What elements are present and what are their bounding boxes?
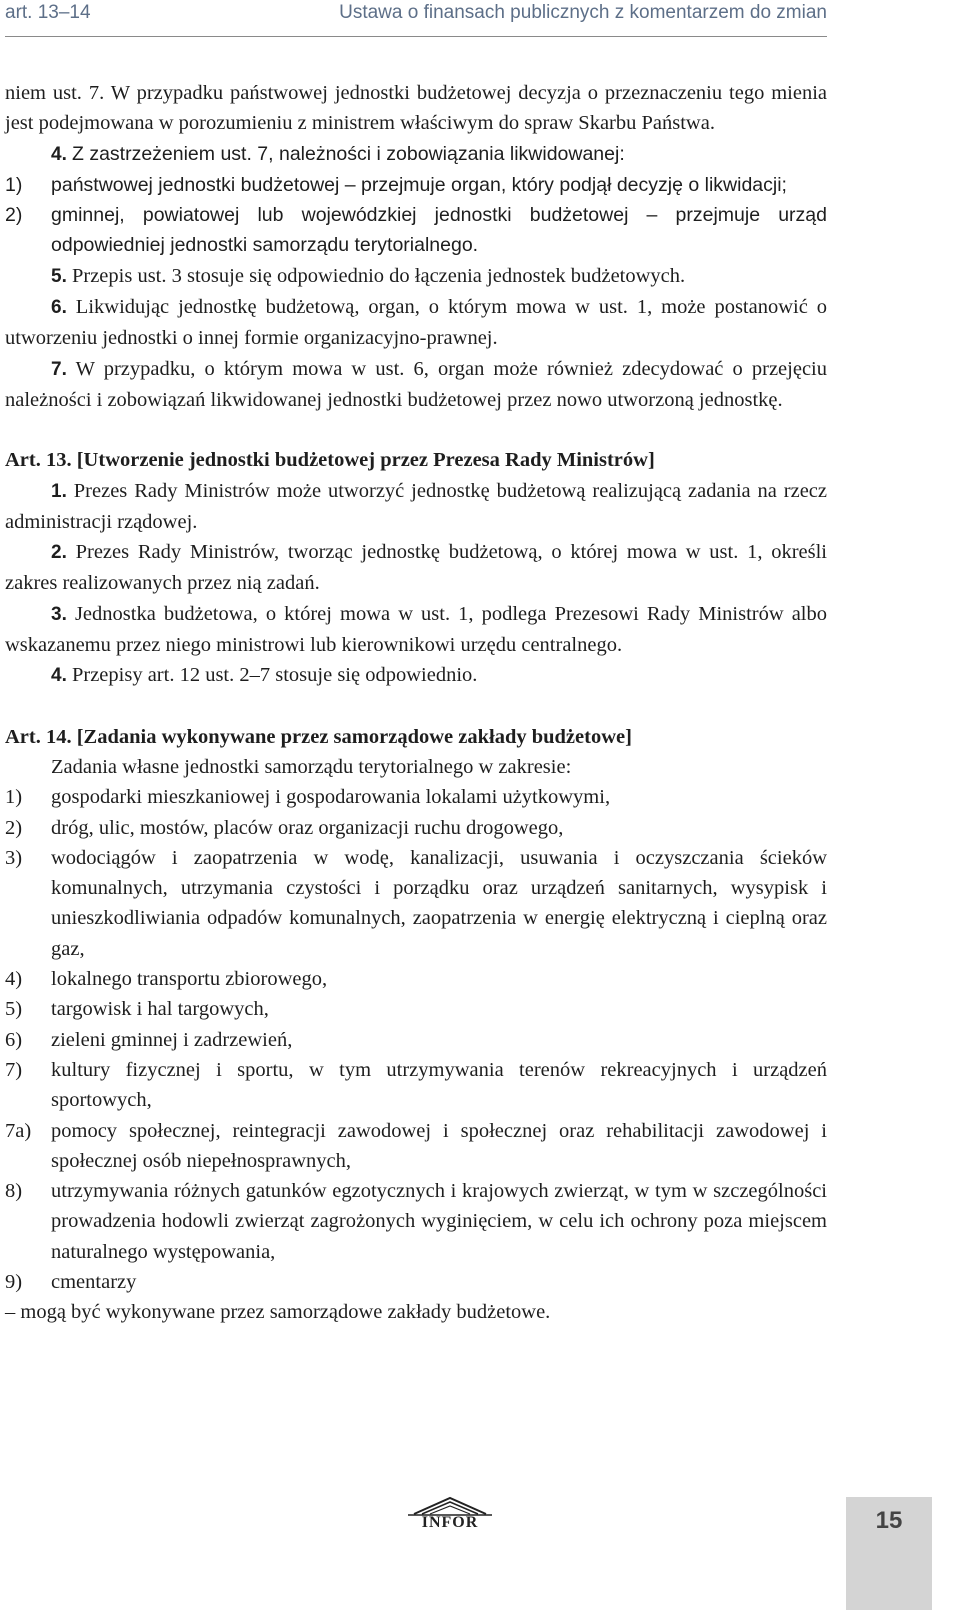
article-14-heading: Art. 14. [Zadania wykonywane przez samorządowe zakłady budżetowe]	[5, 725, 632, 748]
art13-paragraph-1	[5, 476, 827, 538]
list-text: kultury fizycznej i sportu, w tym utrzymywania terenów rekreacyjnych i urządzeń sportowych,	[51, 1058, 827, 1112]
list-item	[5, 843, 827, 964]
list-item	[5, 1267, 827, 1297]
list-text: cmentarzy	[51, 1270, 137, 1293]
logo-text: INFOR	[421, 1514, 479, 1531]
list-text: wodociągów i zaopatrzenia w wodę, kanalizacji, usuwania i oczyszczania ścieków komunalnych, utrzymania czystości i porządku oraz urządzeń sanitarnych, wysypisk i unieszkodliwiania odpadów komunalnych, zaopatrzenia w energię elektryczną i cieplną oraz gaz,	[51, 846, 827, 960]
paragraph-number: 2.	[51, 542, 67, 564]
page-number: 15	[875, 1507, 903, 1534]
paragraph-text: W przypadku, o którym mowa w ust. 6, organ może również zdecydować o przejęciu należności i zobowiązań likwidowanej jednostki budżetowej przez nowo utworzoną jednostkę.	[5, 357, 827, 411]
list-item	[5, 200, 827, 261]
list-item	[5, 1055, 827, 1116]
paragraph-text: Z zastrzeżeniem ust. 7, należności i zobowiązania likwidowanej:	[71, 142, 625, 165]
art14-intro: Zadania własne jednostki samorządu terytorialnego w zakresie:	[51, 755, 572, 778]
list-label: 8)	[5, 1180, 23, 1203]
list-label: 7)	[5, 1058, 23, 1081]
paragraph-text: Prezes Rady Ministrów może utworzyć jednostkę budżetową realizującą zadania na rzecz administracji rządowej.	[5, 479, 828, 533]
article-13-heading: Art. 13. [Utworzenie jednostki budżetowej przez Prezesa Rady Ministrów]	[5, 449, 655, 472]
page-body	[5, 78, 827, 1328]
paragraph-5	[5, 261, 827, 292]
paragraph-text: Przepisy art. 12 ust. 2–7 stosuje się odpowiednio.	[71, 664, 478, 687]
infor-logo	[404, 1494, 496, 1534]
list-item	[5, 813, 827, 843]
list-label: 1)	[5, 786, 23, 809]
list-label: 6)	[5, 1028, 23, 1051]
list-text: pomocy społecznej, reintegracji zawodowej i społecznej oraz rehabilitacji zawodowej i społecznej osób niepełnosprawnych,	[51, 1119, 827, 1172]
paragraph-6	[5, 292, 827, 354]
spacer	[5, 415, 827, 445]
art13-paragraph-2	[5, 537, 827, 599]
list-label: 1)	[5, 173, 23, 196]
paragraph-7	[5, 354, 827, 416]
paragraph-number: 4.	[51, 143, 67, 165]
paragraph-number: 3.	[51, 603, 67, 625]
spacer	[5, 692, 827, 722]
art13-paragraph-4	[5, 660, 827, 691]
paragraph-4	[5, 139, 827, 170]
list-text: lokalnego transportu zbiorowego,	[51, 968, 328, 991]
list-label: 7a)	[5, 1119, 32, 1142]
list-item	[5, 964, 827, 994]
paragraph-number: 6.	[51, 297, 67, 319]
list-label: 9)	[5, 1270, 23, 1293]
paragraph-number: 1.	[51, 480, 67, 502]
paragraph-number: 5.	[51, 265, 67, 287]
list-item	[5, 782, 827, 812]
list-text: targowisk i hal targowych,	[51, 998, 269, 1021]
art14-closing: – mogą być wykonywane przez samorządowe zakłady budżetowe.	[5, 1301, 551, 1324]
article-range: art. 13–14	[5, 2, 91, 23]
paragraph-text: Przepis ust. 3 stosuje się odpowiednio do łączenia jednostek budżetowych.	[71, 264, 686, 287]
running-header	[5, 0, 827, 37]
paragraph-text: Jednostka budżetowa, o której mowa w ust. 1, podlega Prezesowi Rady Ministrów albo wskazanemu przez niego ministrowi lub kierownikowi urzędu centralnego.	[5, 602, 828, 657]
list-text: państwowej jednostki budżetowej – przejmuje organ, który podjął decyzję o likwidacji;	[51, 173, 787, 196]
paragraph-number: 7.	[51, 358, 67, 380]
list-text: dróg, ulic, mostów, placów oraz organizacji ruchu drogowego,	[51, 816, 564, 839]
list-text: gospodarki mieszkaniowej i gospodarowania lokalami użytkowymi,	[51, 786, 611, 809]
list-item	[5, 1176, 827, 1267]
paragraph-number: 4.	[51, 665, 67, 687]
paragraph-text: Prezes Rady Ministrów, tworząc jednostkę budżetową, o której mowa w ust. 1, określi zakres realizowanych przez nią zadań.	[5, 541, 828, 595]
list-item	[5, 170, 827, 200]
list-text: utrzymywania różnych gatunków egzotycznych i krajowych zwierząt, w tym w szczególności prowadzenia hodowli zwierząt zagrożonych wyginięciem, w celu ich ochrony poza miejscem naturalnego występowania,	[51, 1180, 827, 1263]
page-number-box	[846, 1497, 932, 1610]
list-label: 2)	[5, 816, 23, 839]
art13-paragraph-3	[5, 599, 827, 661]
list-text: gminnej, powiatowej lub wojewódzkiej jednostki budżetowej – przejmuje urząd odpowiedniej jednostki samorządu terytorialnego.	[51, 204, 827, 257]
continued-paragraph: niem ust. 7. W przypadku państwowej jednostki budżetowej decyzja o przeznaczeniu tego mienia jest podejmowana w porozumieniu z ministrem właściwym do spraw Skarbu Państwa.	[5, 82, 827, 135]
list-text: zieleni gminnej i zadrzewień,	[51, 1028, 293, 1051]
list-label: 2)	[5, 204, 23, 227]
list-label: 5)	[5, 998, 23, 1021]
paragraph-text: Likwidując jednostkę budżetową, organ, o którym mowa w ust. 1, może postanowić o utworzeniu jednostki o innej formie organizacyjno-prawnej.	[5, 296, 828, 350]
list-item	[5, 994, 827, 1024]
list-label: 4)	[5, 968, 23, 991]
list-label: 3)	[5, 846, 23, 869]
list-item	[5, 1025, 827, 1055]
list-item	[5, 1116, 827, 1177]
book-title: Ustawa o finansach publicznych z komentarzem do zmian	[339, 2, 827, 23]
